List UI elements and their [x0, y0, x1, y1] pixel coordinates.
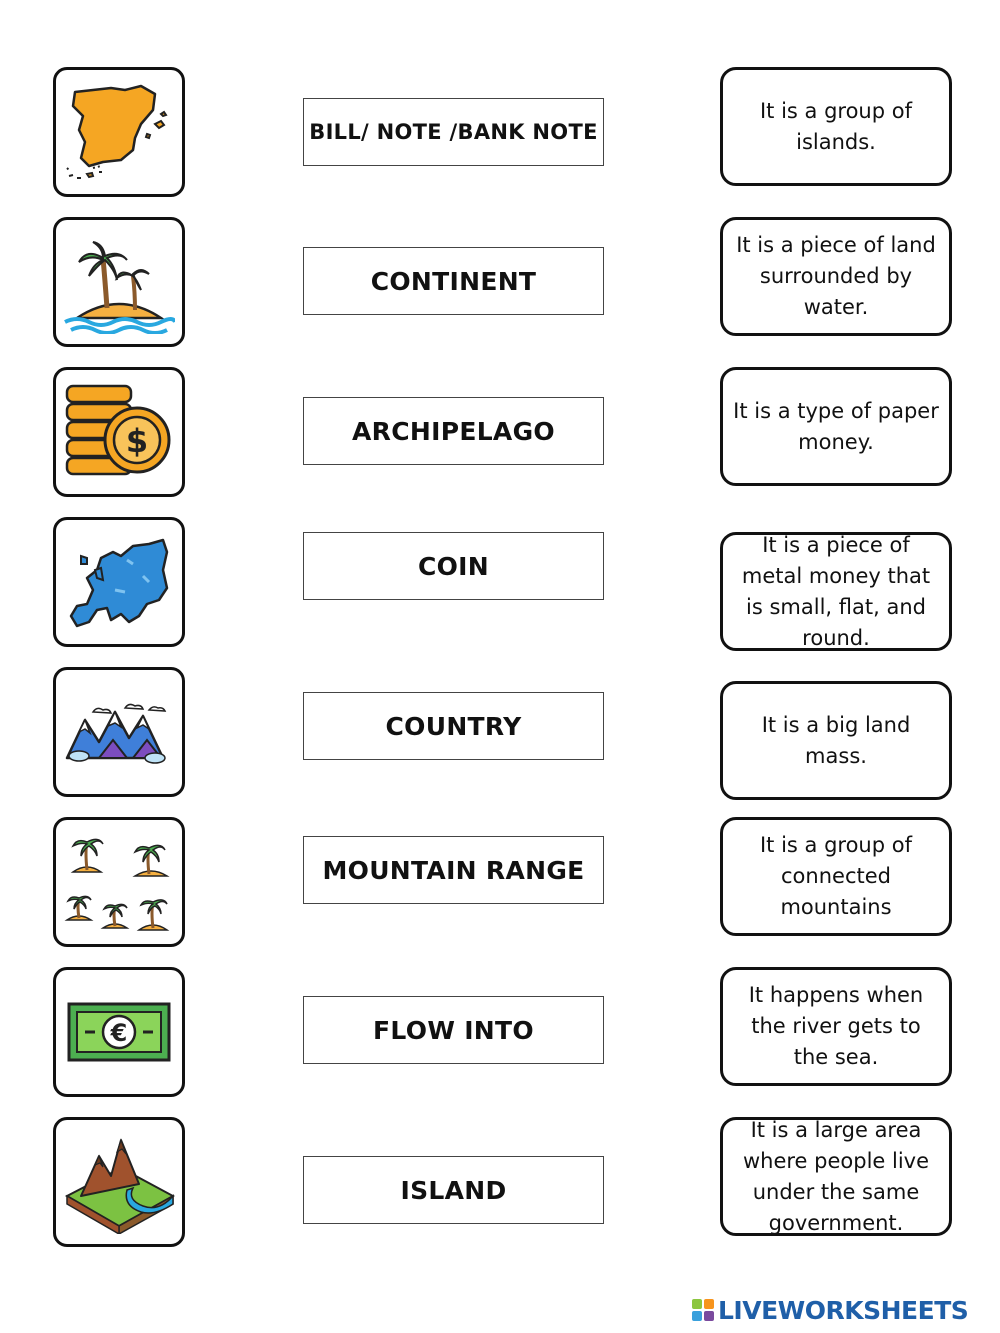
definition-text: It is a big land mass. — [761, 712, 911, 768]
definition-card-7[interactable] — [720, 967, 952, 1086]
definition-text: It is a piece of metal money that is small, flat, and round. — [741, 532, 931, 650]
word-box-archipelago[interactable]: ARCHIPELAGO — [303, 397, 604, 465]
word-box-island[interactable]: ISLAND — [303, 1156, 604, 1224]
svg-text:€: € — [110, 1019, 128, 1047]
definition-card-3[interactable] — [720, 367, 952, 486]
icon-card-8[interactable] — [53, 1117, 185, 1247]
definition-card-6[interactable] — [720, 817, 952, 936]
definition-card-1[interactable] — [720, 67, 952, 186]
liveworksheets-mark-icon — [692, 1299, 714, 1321]
word-box-mountain-range[interactable]: MOUNTAIN RANGE — [303, 836, 604, 904]
definition-text: It happens when the river gets to the sea. — [748, 983, 924, 1069]
flow-into-landscape-icon — [63, 1130, 175, 1234]
definition-text: It is a piece of land surrounded by water. — [736, 233, 936, 319]
icon-card-5[interactable] — [53, 667, 185, 797]
definition-text: It is a type of paper money. — [733, 398, 939, 454]
definition-card-4[interactable] — [720, 532, 952, 651]
archipelago-icon — [63, 830, 175, 934]
word-box-bill-note[interactable]: BILL/ NOTE /BANK NOTE — [303, 98, 604, 166]
definition-card-2[interactable] — [720, 217, 952, 336]
word-box-continent[interactable]: CONTINENT — [303, 247, 604, 315]
icon-card-2[interactable] — [53, 217, 185, 347]
word-box-flow-into[interactable]: FLOW INTO — [303, 996, 604, 1064]
icon-card-3[interactable] — [53, 367, 185, 497]
liveworksheets-logo[interactable] — [692, 1294, 968, 1326]
brand-name: LIVEWORKSHEETS — [718, 1295, 969, 1325]
icon-card-6[interactable] — [53, 817, 185, 947]
spain-map-icon — [63, 80, 175, 184]
definition-text: It is a group of connected mountains — [759, 833, 912, 919]
euro-banknote-icon — [63, 980, 175, 1084]
word-box-country[interactable]: COUNTRY — [303, 692, 604, 760]
definition-text: It is a group of islands. — [759, 98, 912, 154]
europe-map-icon — [63, 530, 175, 634]
definition-text: It is a large area where people live under the same government. — [742, 1117, 930, 1235]
palm-island-icon — [63, 230, 175, 334]
icon-card-4[interactable] — [53, 517, 185, 647]
word-box-coin[interactable]: COIN — [303, 532, 604, 600]
mountain-range-icon — [63, 680, 175, 784]
icon-card-1[interactable] — [53, 67, 185, 197]
definition-card-8[interactable] — [720, 1117, 952, 1236]
coins-stack-icon — [63, 380, 175, 484]
svg-text:$: $ — [125, 422, 149, 460]
icon-card-7[interactable] — [53, 967, 185, 1097]
definition-card-5[interactable] — [720, 681, 952, 800]
